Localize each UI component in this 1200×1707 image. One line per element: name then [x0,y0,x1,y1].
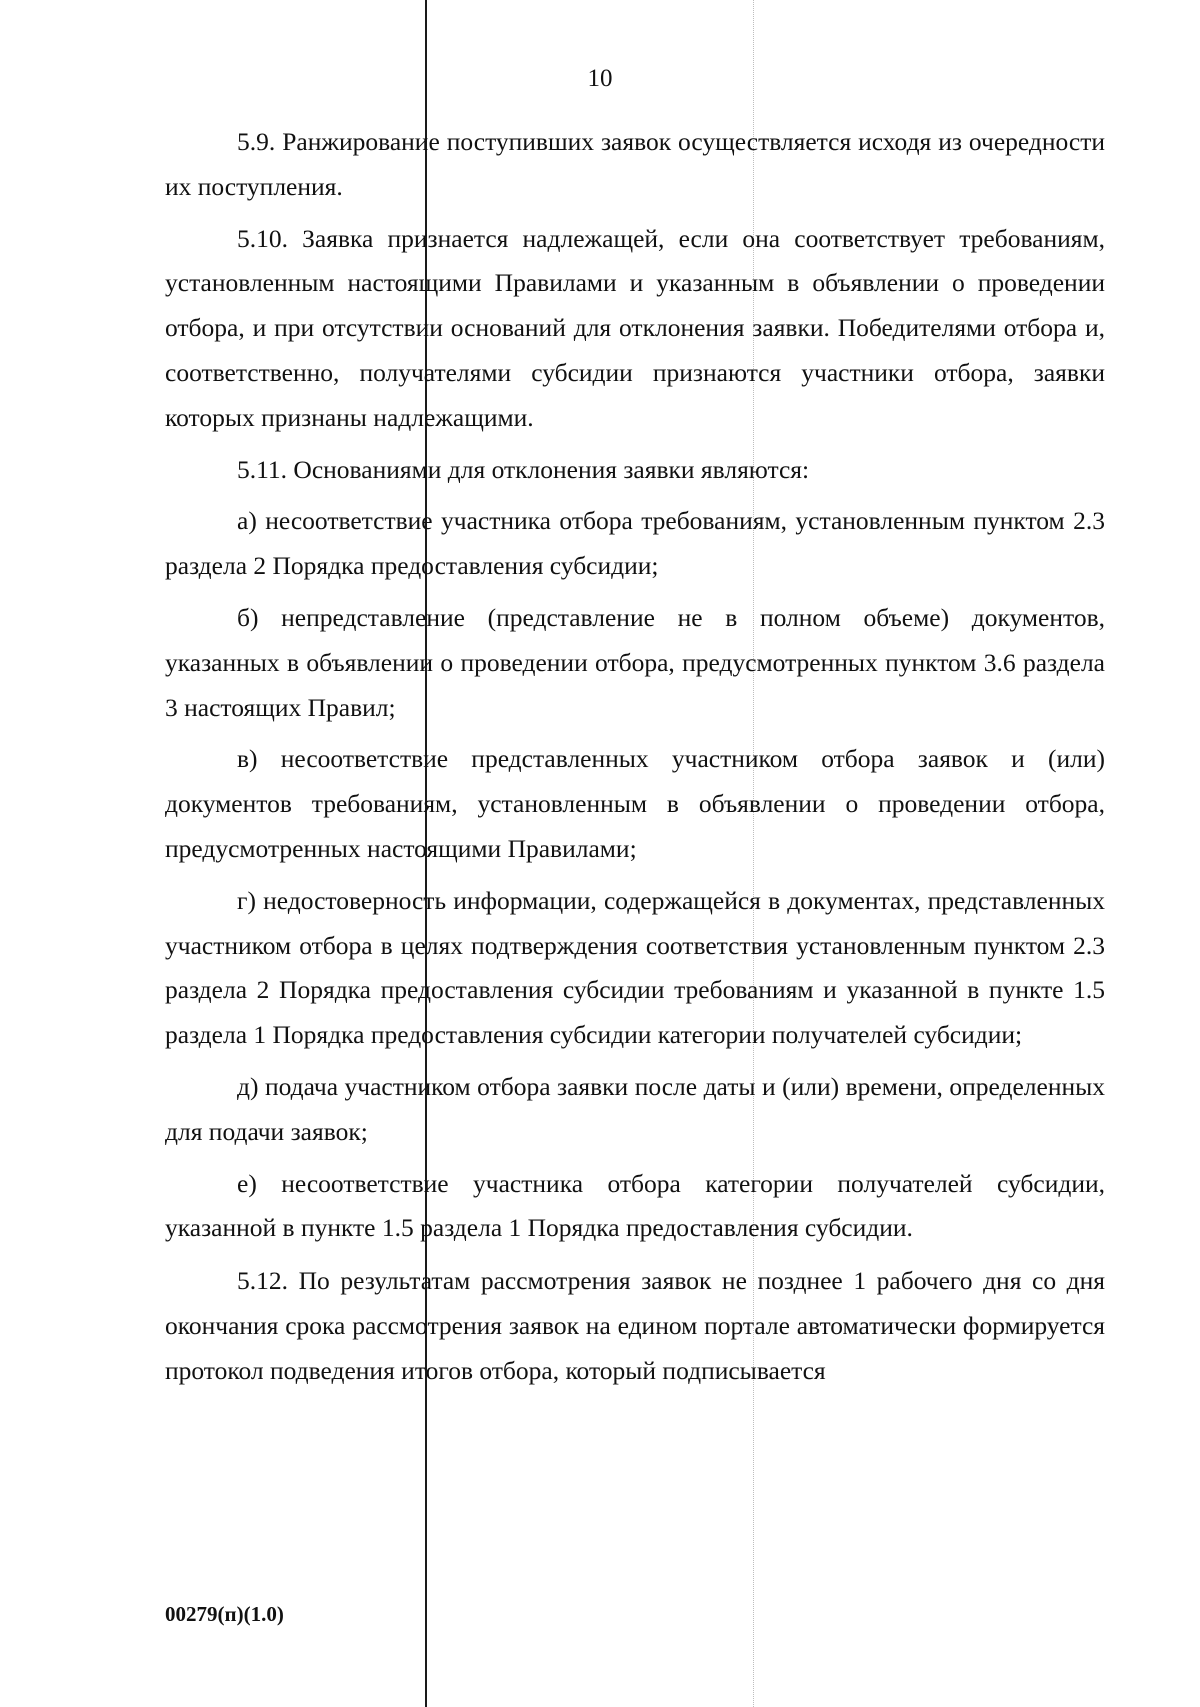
paragraph-5-9: 5.9. Ранжирование поступивших заявок осуществляется исходя из очередности их поступления. [165,127,1105,201]
paragraph-item-d: д) подача участником отбора заявки после даты и (или) времени, определенных для подачи заявок; [165,1071,1105,1146]
page-number: 10 [587,65,613,92]
paragraph-5-12: 5.12. По результатам рассмотрения заявок не позднее 1 рабочего дня со дня окончания срока рассмотрения заявок на едином портале автоматически формируется протокол подведения итогов отбора, который подписывается [165,1266,1105,1385]
paragraph-item-v: в) несоответствие представленных участником отбора заявок и (или) документов требованиям, установленным в объявлении о проведении отбора, предусмотренных настоящими Правилами; [165,744,1105,863]
paragraph-item-b: б) непредставление (представление не в полном объеме) документов, указанных в объявлении о проведении отбора, предусмотренных пунктом 3.6 раздела 3 настоящих Правил; [165,602,1105,722]
document-code: 00279(п)(1.0) [165,1602,284,1626]
paragraph-item-e: е) несоответствие участника отбора категории получателей субсидии, указанной в пункте 1.5 раздела 1 Порядка предоставления субсидии. [165,1168,1105,1243]
paragraph-5-11: 5.11. Основаниями для отклонения заявки являются: [237,454,810,484]
body-text [165,120,1105,1401]
paragraph-item-g: г) недостоверность информации, содержащейся в документах, представленных участником отбора в целях подтверждения соответствия установленным пунктом 2.3 раздела 2 Порядка предоставления субсидии требованиям и указанной в пункте 1.5 раздела 1 Порядка предоставления субсидии категории получателей субсидии; [165,885,1105,1050]
paragraph-5-10: 5.10. Заявка признается надлежащей, если она соответствует требованиям, установленным настоящими Правилами и указанным в объявлении о проведении отбора, и при отсутствии оснований для отклонения заявки. Победителями отбора и, соответственно, получателями субсидии признаются участники отбора, заявки которых признаны надлежащими. [165,223,1105,432]
paragraph-item-a: а) несоответствие участника отбора требованиям, установленным пунктом 2.3 раздела 2 Порядка предоставления субсидии; [165,506,1105,581]
